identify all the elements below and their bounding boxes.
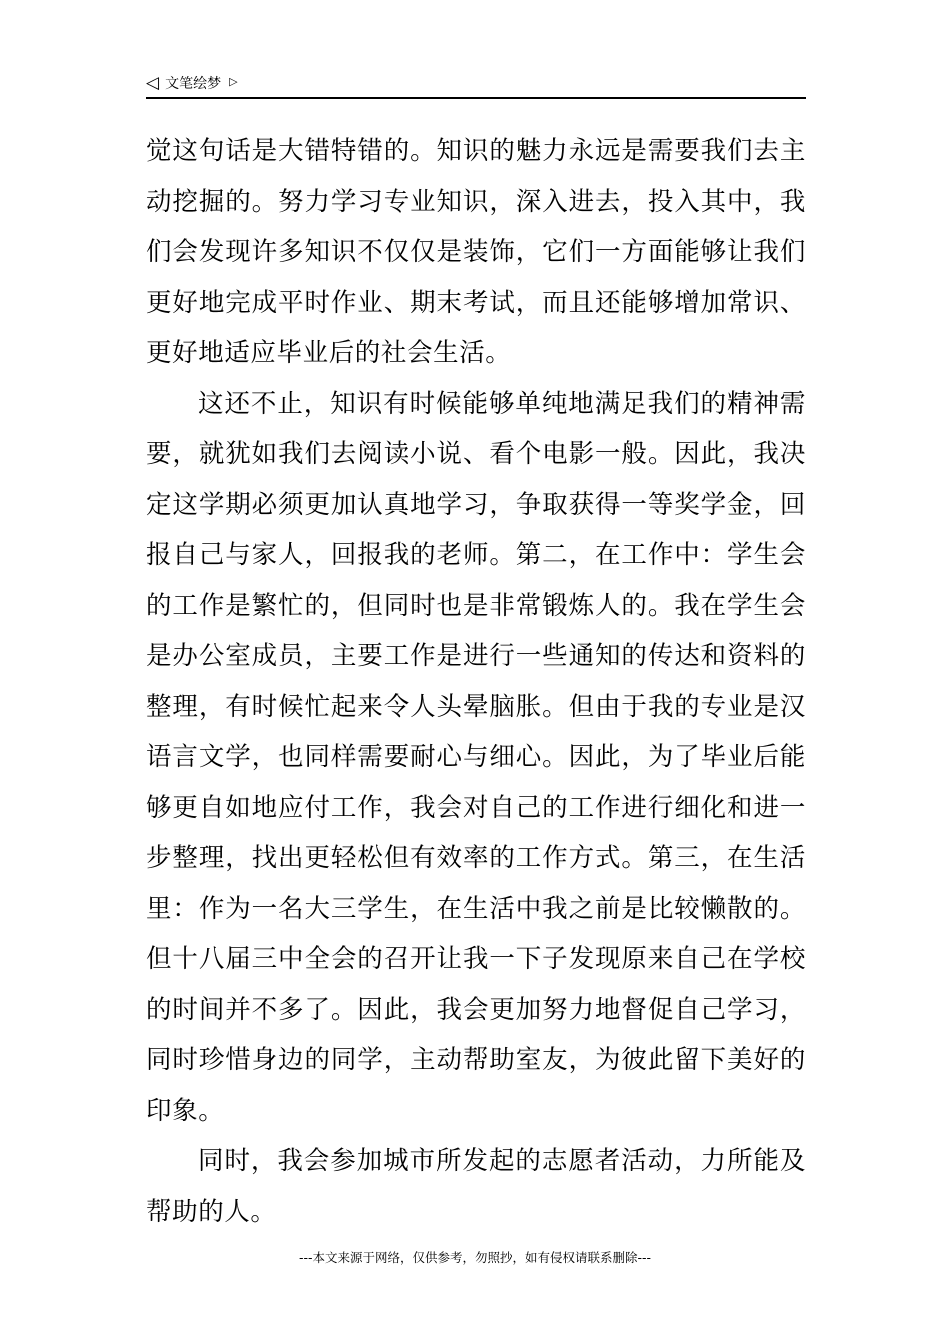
footer-disclaimer: ---本文来源于网络，仅供参考，勿照抄，如有侵权请联系删除--- — [298, 1250, 652, 1265]
paragraph-1: 觉这句话是大错特错的。知识的魅力永远是需要我们去主动挖掘的。努力学习专业知识，深入进去，投入其中，我们会发现许多知识不仅仅是装饰，它们一方面能够让我们更好地完成平时作业、期末考试，而且还能够增加常识、更好地适应毕业后的社会生活。 — [146, 136, 806, 368]
header-title: 文笔绘梦 — [165, 76, 222, 92]
header-divider — [146, 97, 806, 99]
page-header — [146, 72, 238, 94]
paragraph-3: 同时，我会参加城市所发起的志愿者活动，力所能及帮助的人。 — [146, 1146, 806, 1227]
triangle-right-icon: ▷ — [229, 74, 238, 88]
paragraph-2: 这还不止，知识有时候能够单纯地满足我们的精神需要，就犹如我们去阅读小说、看个电影一般。因此，我决定这学期必须更加认真地学习，争取获得一等奖学金，回报自己与家人，回报我的老师。第二，在工作中：学生会的工作是繁忙的，但同时也是非常锻炼人的。我在学生会是办公室成员，主要工作是进行一些通知的传达和资料的整理，有时候忙起来令人头晕脑胀。但由于我的专业是汉语言文学，也同样需要耐心与细心。因此，为了毕业后能够更自如地应付工作，我会对自己的工作进行细化和进一步整理，找出更轻松但有效率的工作方式。第三，在生活里：作为一名大三学生，在生活中我之前是比较懒散的。但十八届三中全会的召开让我一下子发现原来自己在学校的时间并不多了。因此，我会更加努力地督促自己学习，同时珍惜身边的同学，主动帮助室友，为彼此留下美好的印象。 — [146, 388, 806, 1126]
document-body — [146, 126, 806, 1237]
triangle-left-icon: ◁ — [146, 72, 160, 93]
